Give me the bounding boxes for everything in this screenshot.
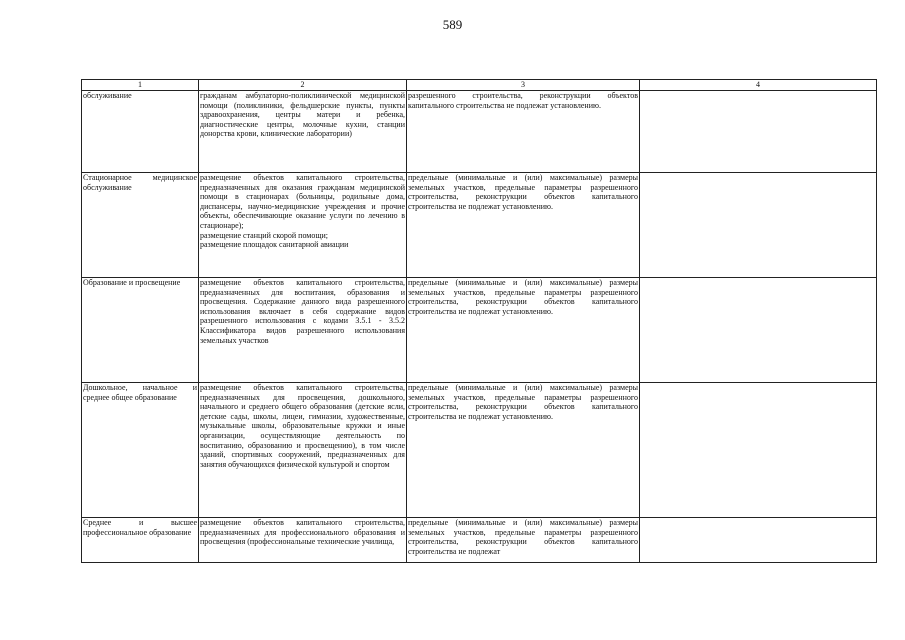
column-4-cell (640, 173, 877, 278)
column-number-row (82, 80, 877, 91)
column-header-1: 1 (82, 80, 199, 91)
column-header-3: 3 (407, 80, 640, 91)
use-type-text: Стационарное медицинское обслуживание (83, 173, 197, 192)
use-description-cell (199, 173, 407, 278)
parameters-cell (407, 173, 640, 278)
use-description-text: размещение объектов капитального строительства, предназначенных для просвещения, дошкольного, начального и среднего общего образования (детские ясли, детские сады, школы, лицеи, гимназии, художественные, музыкальные школы, образовательные кружки и иные организации, осуществляющие деятельность по воспитанию, образованию и просвещению), в том числе зданий, спортивных сооружений, предназначенных для занятия обучающихся физической культурой и спортом (200, 383, 405, 469)
use-type-cell (82, 518, 199, 563)
table-row (82, 518, 877, 563)
column-header-2: 2 (199, 80, 407, 91)
use-type-text: Среднее и высшее профессиональное образование (83, 518, 197, 537)
column-4-cell (640, 518, 877, 563)
column-4-cell (640, 278, 877, 383)
use-description-cell (199, 91, 407, 173)
use-description-cell (199, 278, 407, 383)
use-description-text: размещение объектов капитального строительства, предназначенных для профессионального образования и просвещения (профессиональные технические училища, (200, 518, 405, 547)
parameters-cell (407, 91, 640, 173)
use-type-text: Дошкольное, начальное и среднее общее образование (83, 383, 197, 402)
column-4-cell (640, 91, 877, 173)
parameters-text: предельные (минимальные и (или) максимальные) размеры земельных участков, предельные параметры разрешенного строительства, реконструкции объектов капитального строительства не подлежат установлению. (408, 173, 638, 211)
parameters-text: разрешенного строительства, реконструкции объектов капитального строительства не подлежат установлению. (408, 91, 638, 110)
column-header-4: 4 (640, 80, 877, 91)
parameters-text: предельные (минимальные и (или) максимальные) размеры земельных участков, предельные параметры разрешенного строительства, реконструкции объектов капитального строительства не подлежат (408, 518, 638, 556)
land-use-table (81, 79, 877, 563)
parameters-cell (407, 518, 640, 563)
page-number: 589 (442, 17, 463, 32)
use-type-cell (82, 278, 199, 383)
table-row (82, 91, 877, 173)
use-type-text: Образование и просвещение (83, 278, 181, 287)
use-description-cell (199, 518, 407, 563)
use-type-cell (82, 91, 199, 173)
use-description-text: размещение объектов капитального строительства, предназначенных для воспитания, образования и просвещения. Содержание данного вида разрешенного использования включает в себя содержание видов разрешенного использования с кодами 3.5.1 - 3.5.2 Классификатора видов разрешенного использования земельных участков (200, 278, 405, 345)
use-type-text: обслуживание (83, 91, 132, 100)
parameters-text: предельные (минимальные и (или) максимальные) размеры земельных участков, предельные параметры разрешенного строительства, реконструкции объектов капитального строительства не подлежат установлению. (408, 383, 638, 421)
use-description-text: гражданам амбулаторно-поликлинической медицинской помощи (поликлиники, фельдшерские пункты, пункты здравоохранения, центры матери и ребенка, диагностические центры, молочные кухни, станции донорства крови, клинические лаборатории) (200, 91, 405, 139)
table-row (82, 173, 877, 278)
parameters-cell (407, 383, 640, 518)
column-4-cell (640, 383, 877, 518)
use-type-cell (82, 383, 199, 518)
use-description-cell (199, 383, 407, 518)
parameters-cell (407, 278, 640, 383)
table-row (82, 278, 877, 383)
use-description-text: размещение объектов капитального строительства, предназначенных для оказания гражданам медицинской помощи в стационарах (больницы, родильные дома, диспансеры, научно-медицинские учреждения и прочие объекты, обеспечивающие оказание услуги по лечению в стационаре); размещение станций скорой помощи; размещение площадок санитарной авиации (200, 173, 405, 250)
table-row (82, 383, 877, 518)
use-type-cell (82, 173, 199, 278)
parameters-text: предельные (минимальные и (или) максимальные) размеры земельных участков, предельные параметры разрешенного строительства, реконструкции объектов капитального строительства не подлежат установлению. (408, 278, 638, 316)
column-4-text (641, 518, 875, 562)
